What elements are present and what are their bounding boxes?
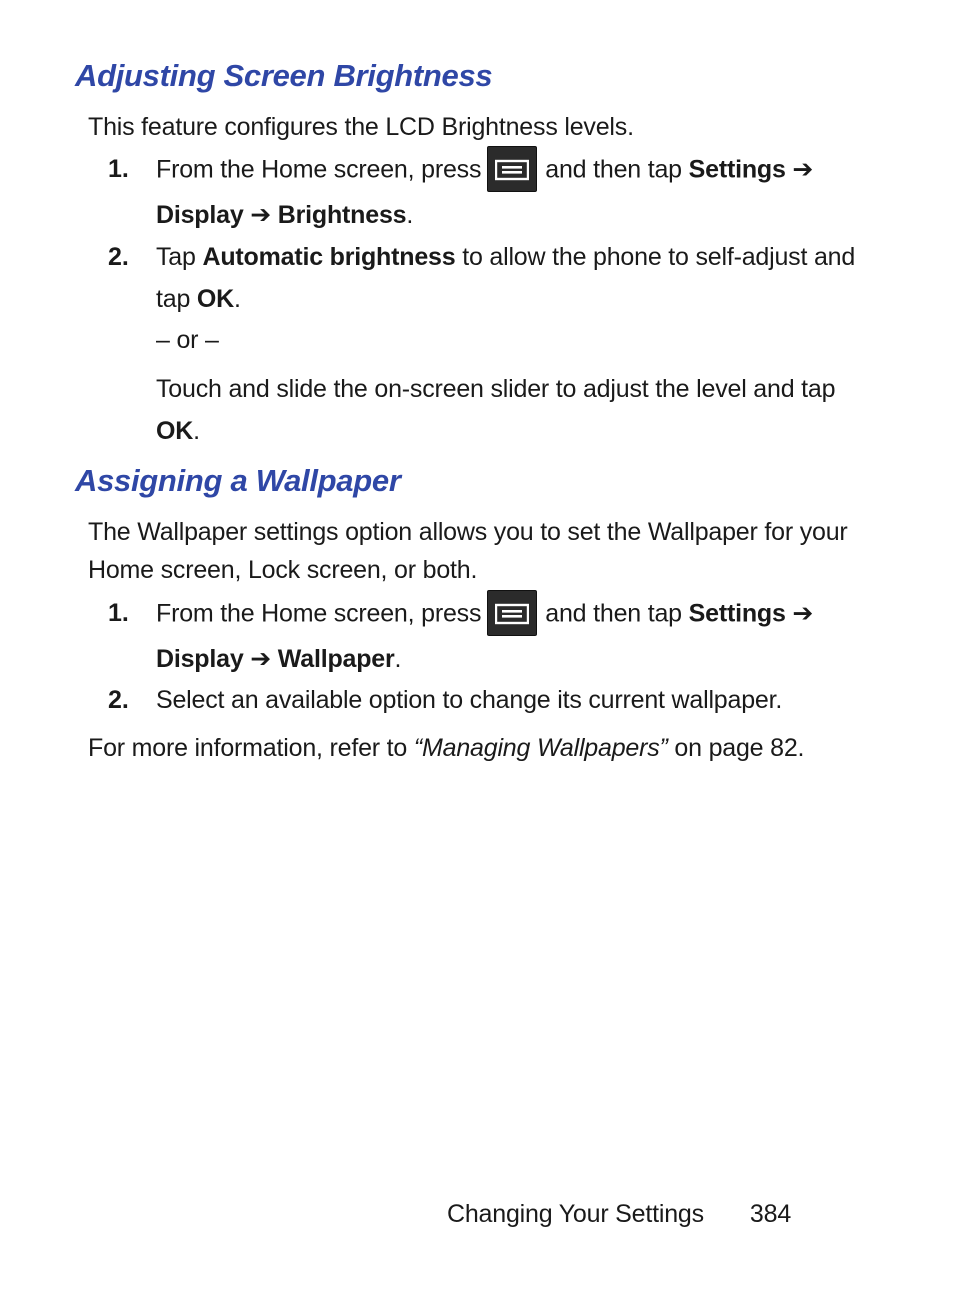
- step-number: 2.: [108, 686, 129, 714]
- arrow-icon: ➔: [792, 599, 814, 628]
- menu-path-brightness: Brightness: [277, 201, 407, 229]
- menu-key-icon: [487, 146, 537, 192]
- punctuation: .: [234, 285, 241, 313]
- more-info: [88, 729, 868, 767]
- arrow-icon: ➔: [250, 201, 272, 229]
- more-info-text: on page 82.: [674, 734, 805, 762]
- menu-path-wallpaper: Wallpaper: [277, 645, 395, 673]
- menu-path-display: Display: [156, 645, 244, 673]
- step-text: Select an available option to change its current wallpaper.: [156, 686, 783, 714]
- brightness-alt-instruction: [156, 368, 866, 452]
- menu-path-display: Display: [156, 201, 244, 229]
- step-text-part: to allow the phone to self-adjust and tap: [156, 243, 856, 313]
- wallpaper-intro: The Wallpaper settings option allows you to set the Wallpaper for your Home screen, Lock screen, or both.: [88, 518, 848, 584]
- more-info-text: For more information, refer to: [88, 734, 408, 762]
- footer-section-title: Changing Your Settings: [447, 1200, 704, 1228]
- punctuation: .: [193, 417, 200, 445]
- step-text-part: and then tap: [545, 599, 682, 628]
- step-text-part: and then tap: [545, 155, 682, 184]
- brightness-intro: This feature configures the LCD Brightness levels.: [88, 113, 634, 141]
- step-text: [156, 148, 866, 236]
- section-heading-brightness: Adjusting Screen Brightness: [75, 58, 493, 93]
- arrow-icon: ➔: [792, 155, 814, 184]
- step-text: [156, 236, 866, 320]
- step-text-part: From the Home screen, press: [156, 599, 482, 628]
- punctuation: .: [406, 201, 414, 229]
- ok-label: OK: [196, 285, 235, 313]
- cross-reference-link[interactable]: “Managing Wallpapers”: [413, 734, 668, 762]
- option-automatic-brightness: Automatic brightness: [202, 243, 456, 271]
- step-number: 1.: [108, 599, 129, 627]
- menu-path-settings: Settings: [688, 599, 786, 628]
- section-heading-wallpaper: Assigning a Wallpaper: [75, 463, 401, 498]
- arrow-icon: ➔: [250, 645, 272, 673]
- page-footer: [447, 1196, 791, 1232]
- step-text-part: From the Home screen, press: [156, 155, 482, 184]
- or-separator: – or –: [156, 326, 219, 354]
- step-text: [156, 592, 866, 680]
- punctuation: .: [394, 645, 402, 673]
- step-text-part: Touch and slide the on-screen slider to adjust the level and tap: [156, 375, 836, 403]
- ok-label: OK: [156, 417, 194, 445]
- menu-path-settings: Settings: [688, 155, 786, 184]
- step-number: 1.: [108, 155, 129, 183]
- menu-key-icon: [487, 590, 537, 636]
- page-number: 384: [749, 1200, 792, 1228]
- step-text-part: Tap: [156, 243, 196, 271]
- step-number: 2.: [108, 243, 129, 271]
